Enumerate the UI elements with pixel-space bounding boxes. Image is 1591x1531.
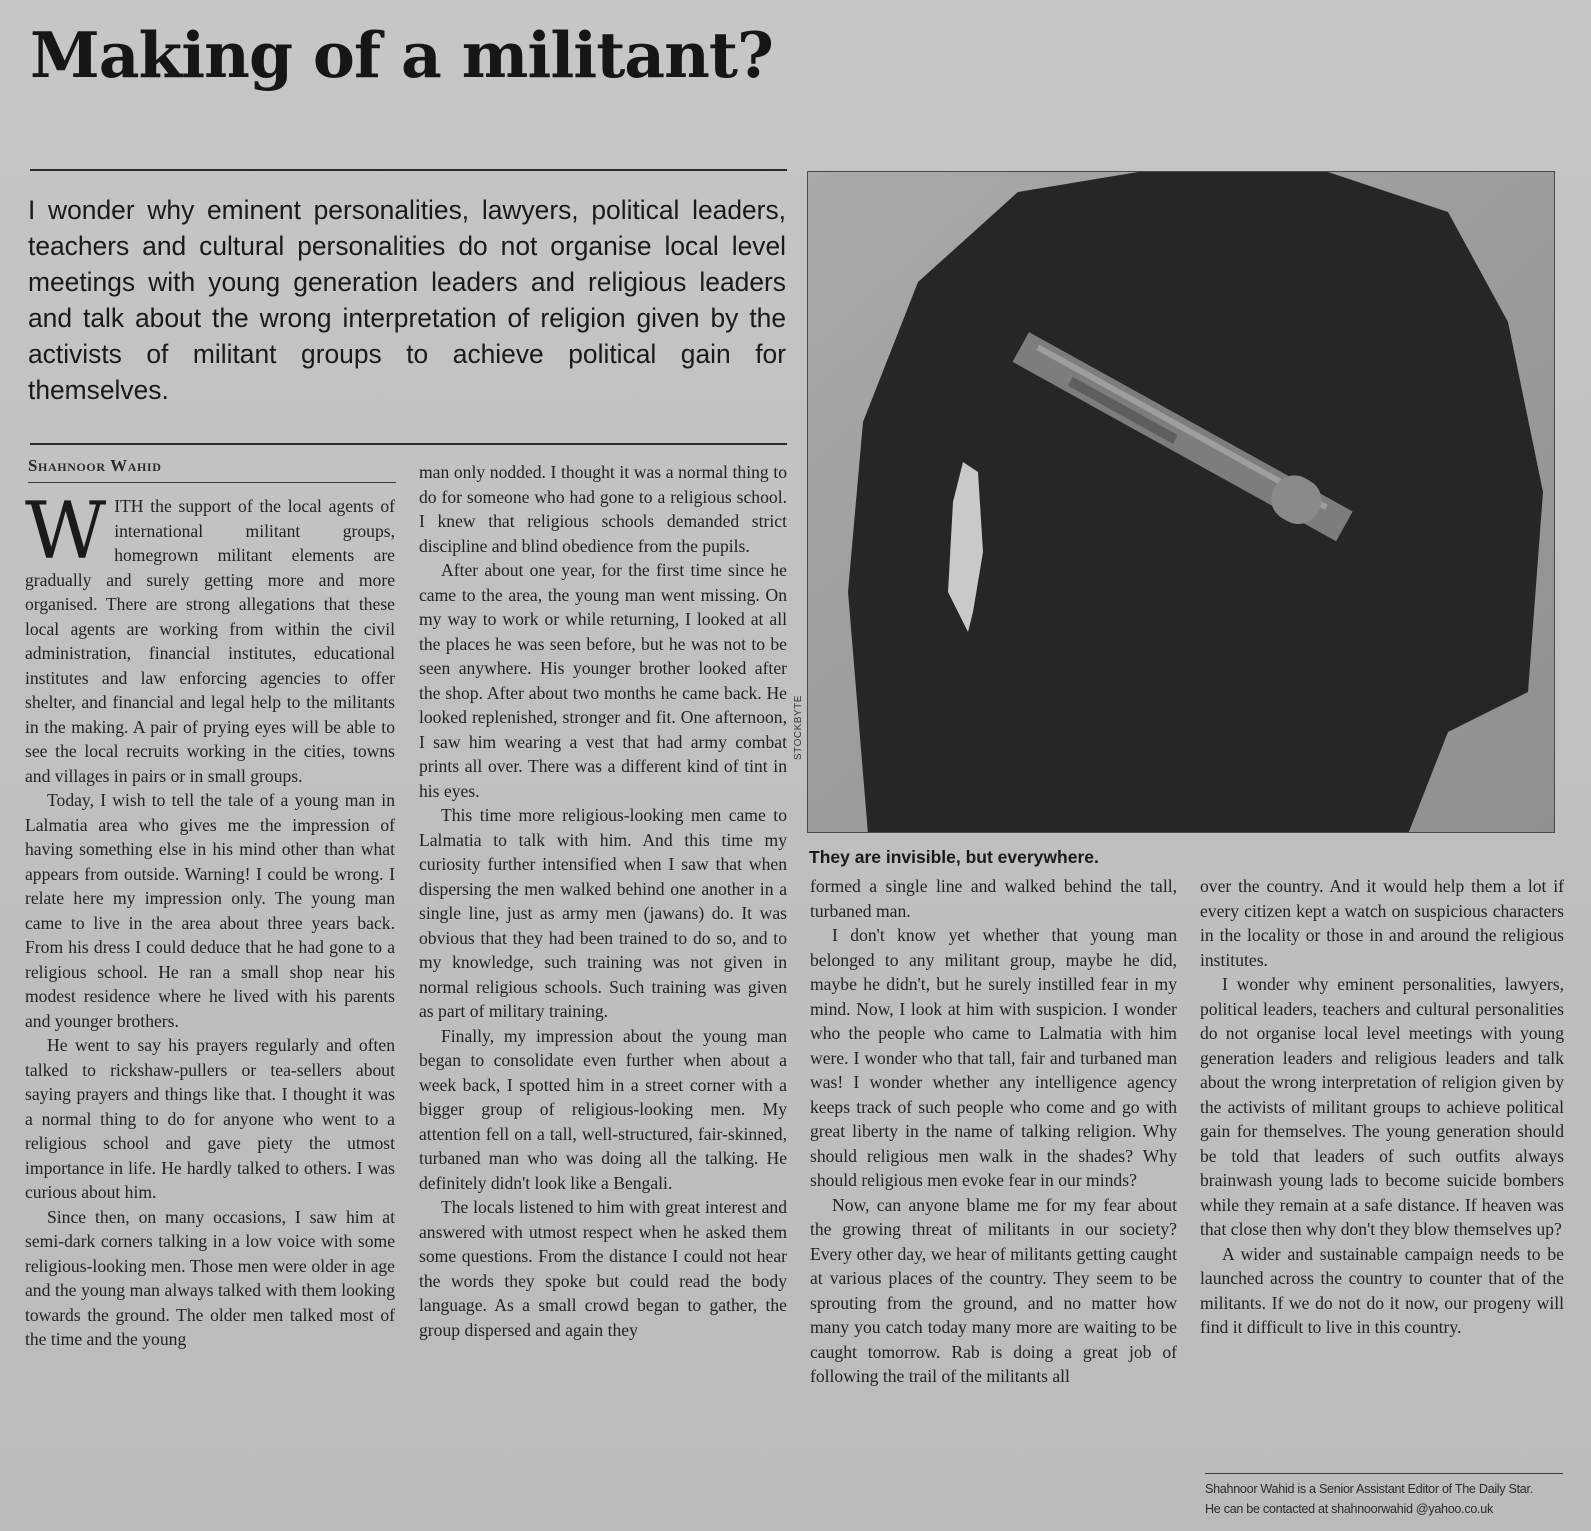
article-paragraph: After about one year, for the first time since he came to the area, the young man went missing. On my way to work or while returning, I looked at all the places he was seen before, but he was not to be seen anywhere. His younger brother looked after the shop. After about two months he came back. He looked replenished, stronger and fit. One afternoon, I saw him wearing a vest that had army combat prints all over. There was a different kind of tint in his eyes.	[419, 560, 787, 801]
article-photo	[807, 171, 1555, 833]
pull-quote-bottom-rule	[30, 443, 787, 445]
article-column-2	[419, 460, 787, 1342]
article-paragraph: formed a single line and walked behind the tall, turbaned man.	[810, 876, 1177, 921]
article-paragraph: A wider and sustainable campaign needs to be launched across the country to counter that of the militants. If we do not do it now, our progeny will find it difficult to live in this country.	[1200, 1243, 1564, 1337]
article-paragraph	[25, 485, 395, 788]
author-note	[1205, 1473, 1563, 1519]
article-column-1	[25, 485, 395, 1352]
article-paragraph: This time more religious-looking men came to Lalmatia to talk with him. And this time my curiosity further intensified when I saw that when dispersing the men walked behind one another in a single line, just as army men (jawans) do. It was obvious that they had been trained to do so, and to my knowledge, such training was not given in normal religious schools. Such training was given as part of military training.	[419, 805, 787, 1021]
paragraph-text: ITH the support of the local agents of international militant groups, homegrown militant elements are gradually and surely getting more and more organised. There are strong allegations that these local agents are working from within the civil administration, financial institutes, educational institutes and law enforcing agencies to offer shelter, and financial and legal help to the militants in the making. A pair of prying eyes will be able to see the local recruits working in the cities, towns and villages in pairs or in small groups.	[25, 496, 395, 786]
headline: Making of a militant?	[30, 18, 773, 92]
pull-quote-top-rule	[30, 169, 787, 171]
author-note-line: He can be contacted at shahnoorwahid @yahoo.co.uk	[1205, 1502, 1493, 1516]
pull-quote: I wonder why eminent personalities, lawyers, political leaders, teachers and cultural personalities do not organise local level meetings with young generation leaders and religious leaders and talk about the wrong interpretation of religion given by the activists of militant groups to achieve political gain for themselves.	[28, 195, 786, 405]
article-paragraph: Finally, my impression about the young man began to consolidate even further when about a week back, I spotted him in a street corner with a bigger group of religious-looking men. My attention fell on a tall, well-structured, fair-skinned, turbaned man who was doing all the talking. He definitely didn't look like a Bengali.	[419, 1025, 787, 1193]
photo-caption: They are invisible, but everywhere.	[809, 847, 1099, 867]
byline: Shahnoor Wahid	[28, 456, 396, 483]
article-paragraph: Since then, on many occasions, I saw him at semi-dark corners talking in a low voice with some religious-looking men. Those men were older in age and the young man always talked with them looking towards the ground. The older men talked most of the time and the young	[25, 1206, 395, 1349]
drop-cap: W	[25, 485, 107, 577]
silhouette-figure	[848, 172, 1543, 833]
article-column-3	[810, 874, 1177, 1389]
article-paragraph: man only nodded. I thought it was a normal thing to do for someone who had gone to a religious school. I knew that religious schools demanded strict discipline and blind obedience from the pupils.	[419, 462, 787, 556]
article-paragraph: The locals listened to him with great interest and answered with utmost respect when he asked them some questions. From the distance I could not hear the words they spoke but could read the body language. As a small crowd began to gather, the group dispersed and again they	[419, 1197, 787, 1340]
article-paragraph: over the country. And it would help them a lot if every citizen kept a watch on suspicious characters in the locality or those in and around the religious institutes.	[1200, 876, 1564, 970]
article-paragraph: Now, can anyone blame me for my fear about the growing threat of militants in our society? Every other day, we hear of militants getting caught at various places of the country. They seem to be sprouting from the ground, and no matter how many you catch today many more are waiting to be caught tomorrow. Rab is doing a great job of following the trail of the militants all	[810, 1194, 1177, 1386]
photo-figure	[808, 172, 1555, 833]
article-column-4	[1200, 874, 1564, 1340]
article-paragraph: He went to say his prayers regularly and often talked to rickshaw-pullers or tea-sellers about saying prayers and things like that. I thought it was a normal thing to do for anyone who went to a religious school and gave piety the utmost importance in life. He hardly talked to others. I was curious about him.	[25, 1035, 395, 1202]
article-paragraph: I wonder why eminent personalities, lawyers, political leaders, teachers and cultural personalities do not organise local level meetings with young generation leaders and religious leaders and talk about the wrong interpretation of religion given by the activists of militant groups to achieve political gain for themselves. The young generation should be told that leaders of such outfits always brainwash young lads to become suicide bombers while they remain at a safe distance. If heaven was that close then why don't they blow themselves up?	[1200, 974, 1564, 1239]
photo-credit: STOCKBYTE	[793, 695, 804, 760]
article-paragraph: I don't know yet whether that young man belonged to any militant group, maybe he did, maybe he didn't, but he surely instilled fear in my mind. Now, I look at him with suspicion. I wonder who the people who came to Lalmatia with him were. I wonder who that tall, fair and turbaned man was! I wonder whether any intelligence agency keeps track of such people who come and go with great liberty in the name of talking religion. Why should religious men walk in the shades? Why should religious men evoke fear in our minds?	[810, 925, 1177, 1190]
article-paragraph: Today, I wish to tell the tale of a young man in Lalmatia area who gives me the impression of having something else in his mind other than what appears from outside. Warning! I could be wrong. I relate here my impression only. The young man came to live in the area about three years back. From his dress I could deduce that he had gone to a religious school. He ran a small shop near his modest residence where he lived with his parents and younger brothers.	[25, 790, 395, 1031]
author-note-line: Shahnoor Wahid is a Senior Assistant Editor of The Daily Star.	[1205, 1482, 1533, 1496]
